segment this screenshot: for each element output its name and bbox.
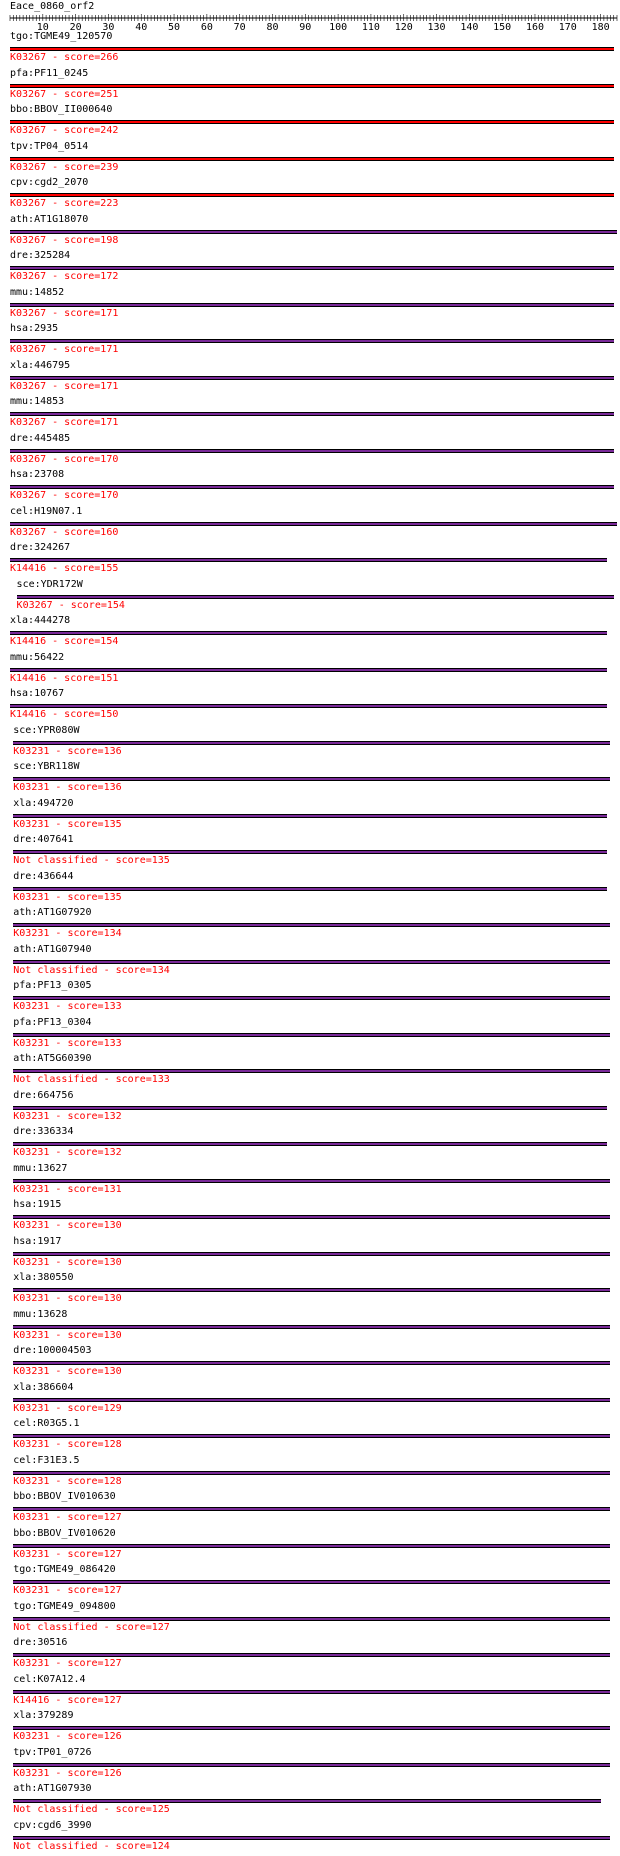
alignment-bar[interactable] <box>10 704 607 708</box>
hit-row[interactable] <box>0 1382 620 1418</box>
query-title: Eace_0860_orf2 <box>10 1 95 12</box>
hit-name-link[interactable]: tpv:TP01_0726 <box>13 1746 92 1758</box>
ruler-tick-label: 20 <box>69 22 82 32</box>
alignment-bar[interactable] <box>13 1544 610 1548</box>
ruler-tick-label: 170 <box>558 22 577 32</box>
alignment-bar[interactable] <box>13 960 610 964</box>
hit-name-link[interactable]: cpv:cgd6_3990 <box>13 1819 92 1831</box>
hit-name-link[interactable]: ath:AT1G07930 <box>13 1783 92 1794</box>
ko-score-label[interactable]: K03231 - score=127 <box>13 1548 122 1560</box>
ko-score-label[interactable]: K03231 - score=134 <box>13 928 122 939</box>
hit-name-link[interactable]: xla:386604 <box>13 1381 74 1393</box>
ko-score-label[interactable]: K03231 - score=132 <box>13 1147 122 1158</box>
ko-score-label[interactable]: K03267 - score=242 <box>10 125 119 136</box>
alignment-bar[interactable] <box>10 84 614 88</box>
hit-row[interactable] <box>0 944 620 980</box>
hit-name-link[interactable]: tgo:TGME49_120570 <box>10 31 113 42</box>
hit-name-link[interactable]: cel:H19N07.1 <box>10 505 83 517</box>
alignment-bar[interactable] <box>13 1142 607 1146</box>
hit-row[interactable] <box>0 1418 620 1454</box>
hit-row[interactable] <box>0 1491 620 1527</box>
alignment-bar[interactable] <box>10 376 614 380</box>
ruler-tick-label: 30 <box>102 22 115 32</box>
hit-row[interactable] <box>0 1236 620 1272</box>
hit-row[interactable] <box>0 141 620 177</box>
alignment-bar[interactable] <box>13 1215 610 1219</box>
alignment-bar[interactable] <box>10 266 614 270</box>
alignment-bar[interactable] <box>13 1690 610 1694</box>
alignment-bar[interactable] <box>13 1653 610 1657</box>
alignment-bar[interactable] <box>10 412 614 416</box>
hit-row[interactable] <box>0 1564 620 1600</box>
hit-row[interactable] <box>0 871 620 907</box>
hit-name-link[interactable]: mmu:14853 <box>10 396 65 407</box>
hit-name-link[interactable]: ath:AT5G60390 <box>13 1053 92 1064</box>
ko-score-label[interactable]: K03231 - score=127 <box>13 1658 122 1669</box>
hit-row[interactable] <box>0 1710 620 1746</box>
hit-name-link[interactable]: tpv:TP04_0514 <box>10 140 89 152</box>
alignment-bar[interactable] <box>13 1434 610 1438</box>
ko-score-label[interactable]: K03231 - score=128 <box>13 1439 122 1450</box>
hit-name-link[interactable]: tgo:TGME49_086420 <box>13 1564 116 1575</box>
alignment-bar[interactable] <box>10 558 607 562</box>
alignment-bar[interactable] <box>10 157 614 161</box>
hit-name-link[interactable]: cel:F31E3.5 <box>13 1454 80 1466</box>
hit-name-link[interactable]: pfa:PF13_0304 <box>13 1016 92 1028</box>
ko-score-label[interactable]: Not classified - score=124 <box>13 1840 170 1852</box>
hit-name-link[interactable]: xla:379289 <box>13 1710 74 1721</box>
hit-row[interactable] <box>0 579 620 615</box>
hit-name-link[interactable]: hsa:2935 <box>10 323 59 334</box>
ruler-tick-label: 50 <box>168 22 181 32</box>
hit-row[interactable] <box>0 250 620 286</box>
alignment-bar[interactable] <box>10 303 614 307</box>
hit-row[interactable] <box>0 1272 620 1308</box>
ko-score-label[interactable]: K03231 - score=126 <box>13 1731 122 1742</box>
ko-score-label[interactable]: K03231 - score=135 <box>13 891 122 903</box>
hit-row[interactable] <box>0 1637 620 1673</box>
alignment-bar[interactable] <box>13 1617 610 1621</box>
ko-score-label[interactable]: K03267 - score=171 <box>10 417 119 428</box>
ko-score-label[interactable]: K03267 - score=239 <box>10 161 119 173</box>
ko-score-label[interactable]: K14416 - score=155 <box>10 563 119 574</box>
alignment-bar[interactable] <box>13 1398 610 1402</box>
alignment-bar[interactable] <box>13 1179 610 1183</box>
ruler-tick-label: 150 <box>493 22 512 32</box>
ko-score-label[interactable]: K03267 - score=171 <box>10 307 119 319</box>
hit-name-link[interactable]: mmu:56422 <box>10 651 65 663</box>
hit-name-link[interactable]: sce:YDR172W <box>16 578 83 590</box>
hit-row[interactable] <box>0 31 620 67</box>
hit-row[interactable] <box>0 1053 620 1089</box>
hit-name-link[interactable]: xla:494720 <box>13 797 74 809</box>
hit-name-link[interactable]: dre:664756 <box>13 1089 74 1101</box>
hit-row[interactable] <box>0 1345 620 1381</box>
hit-row[interactable] <box>0 396 620 432</box>
hit-row[interactable] <box>0 177 620 213</box>
alignment-bar[interactable] <box>13 1106 607 1110</box>
alignment-bar[interactable] <box>10 120 614 124</box>
hit-name-link[interactable]: xla:380550 <box>13 1272 74 1283</box>
hit-name-link[interactable]: dre:325284 <box>10 250 71 261</box>
alignment-bar[interactable] <box>10 668 607 672</box>
hit-row[interactable] <box>0 323 620 359</box>
alignment-bar[interactable] <box>10 449 614 453</box>
ko-score-label[interactable]: K03267 - score=251 <box>10 88 119 100</box>
ruler-tick-label: 160 <box>525 22 545 32</box>
hit-name-link[interactable]: dre:336334 <box>13 1126 74 1137</box>
hit-name-link[interactable]: bbo:BBOV_IV010630 <box>13 1491 116 1502</box>
ko-score-label[interactable]: K03231 - score=130 <box>13 1220 122 1231</box>
alignment-bar[interactable] <box>10 230 617 234</box>
hit-row[interactable] <box>0 1528 620 1564</box>
hit-row[interactable] <box>0 68 620 104</box>
alignment-bar[interactable] <box>13 996 610 1000</box>
ruler-tick-label: 120 <box>394 22 413 32</box>
hit-name-link[interactable]: pfa:PF13_0305 <box>13 980 92 991</box>
hit-name-link[interactable]: sce:YPR080W <box>13 724 80 736</box>
ko-score-label[interactable]: K14416 - score=127 <box>13 1694 122 1706</box>
hit-row[interactable] <box>0 287 620 323</box>
hit-name-link[interactable]: hsa:10767 <box>10 688 65 699</box>
alignment-bar[interactable] <box>13 1763 610 1767</box>
ruler-tick-label: 10 <box>36 22 49 32</box>
alignment-bar[interactable] <box>13 923 610 927</box>
alignment-bar[interactable] <box>13 1361 610 1365</box>
hit-name-link[interactable]: dre:100004503 <box>13 1345 92 1356</box>
ko-score-label[interactable]: K03231 - score=131 <box>13 1183 122 1195</box>
hit-row[interactable] <box>0 1017 620 1053</box>
ko-score-label[interactable]: K03267 - score=170 <box>10 453 119 465</box>
hit-name-link[interactable]: cel:K07A12.4 <box>13 1673 86 1685</box>
hit-name-link[interactable]: hsa:1917 <box>13 1235 62 1247</box>
hit-row[interactable] <box>0 1674 620 1710</box>
ruler-tick-label: 90 <box>299 22 312 32</box>
hit-name-link[interactable]: ath:AT1G07940 <box>13 943 92 955</box>
hit-row[interactable] <box>0 688 620 724</box>
alignment-bar[interactable] <box>10 193 614 197</box>
hit-row[interactable] <box>0 214 620 250</box>
hit-name-link[interactable]: bbo:BBOV_II000640 <box>10 104 113 115</box>
ko-score-label[interactable]: K03267 - score=171 <box>10 380 119 392</box>
alignment-bar[interactable] <box>17 595 614 599</box>
hit-row[interactable] <box>0 834 620 870</box>
ko-score-label[interactable]: K03231 - score=130 <box>13 1256 122 1268</box>
alignment-bar[interactable] <box>13 1069 610 1073</box>
alignment-bar[interactable] <box>13 1033 610 1037</box>
hit-row[interactable] <box>0 1090 620 1126</box>
alignment-bar[interactable] <box>13 1252 610 1256</box>
hit-name-link[interactable]: dre:324267 <box>10 542 71 553</box>
ko-score-label[interactable]: Not classified - score=127 <box>13 1621 170 1633</box>
alignment-bar[interactable] <box>13 887 607 891</box>
hit-name-link[interactable]: ath:AT1G18070 <box>10 213 89 225</box>
hit-row[interactable] <box>0 1455 620 1491</box>
hit-row[interactable] <box>0 798 620 834</box>
alignment-bar[interactable] <box>13 1580 610 1584</box>
ko-score-label[interactable]: K03267 - score=266 <box>10 52 119 63</box>
ko-score-label[interactable]: Not classified - score=125 <box>13 1804 170 1815</box>
hit-row[interactable] <box>0 1601 620 1637</box>
ruler-tick-label: 180 <box>591 22 610 32</box>
ruler-tick-label: 140 <box>460 22 479 32</box>
hit-name-link[interactable]: sce:YBR118W <box>13 761 80 772</box>
hit-name-link[interactable]: tgo:TGME49_094800 <box>13 1600 116 1612</box>
ko-score-label[interactable]: K03267 - score=170 <box>10 490 119 501</box>
alignment-bar[interactable] <box>10 631 607 635</box>
hit-row[interactable] <box>0 980 620 1016</box>
alignment-bar[interactable] <box>13 1726 610 1730</box>
ko-score-label[interactable]: K03267 - score=172 <box>10 271 119 282</box>
alignment-bar[interactable] <box>13 814 607 818</box>
hit-row[interactable] <box>0 469 620 505</box>
hit-name-link[interactable]: cel:R03G5.1 <box>13 1418 80 1429</box>
ruler-tick-label: 130 <box>427 22 446 32</box>
hit-row[interactable] <box>0 1126 620 1162</box>
hit-row[interactable] <box>0 615 620 651</box>
ko-score-label[interactable]: K03231 - score=133 <box>13 1001 122 1012</box>
alignment-bar[interactable] <box>13 777 610 781</box>
hit-name-link[interactable]: mmu:13627 <box>13 1162 68 1174</box>
hit-row[interactable] <box>0 761 620 797</box>
ruler-tick-label: 60 <box>200 22 213 32</box>
alignment-bar[interactable] <box>13 1471 610 1475</box>
hit-row[interactable] <box>0 433 620 469</box>
ko-score-label[interactable]: K03231 - score=136 <box>13 782 122 793</box>
alignment-bar[interactable] <box>10 522 617 526</box>
ruler-tick-label: 70 <box>233 22 246 32</box>
alignment-bar[interactable] <box>13 850 607 854</box>
ko-score-label[interactable]: K14416 - score=151 <box>10 672 119 684</box>
ko-score-label[interactable]: K03231 - score=130 <box>13 1366 122 1377</box>
ko-score-label[interactable]: K03231 - score=130 <box>13 1293 122 1304</box>
ko-score-label[interactable]: K03231 - score=135 <box>13 818 122 830</box>
ko-score-label[interactable]: K03231 - score=136 <box>13 745 122 757</box>
alignment-bar[interactable] <box>10 339 614 343</box>
ko-score-label[interactable]: K03267 - score=198 <box>10 234 119 246</box>
ko-score-label[interactable]: K14416 - score=154 <box>10 636 119 647</box>
alignment-bar[interactable] <box>13 1325 610 1329</box>
alignment-bar[interactable] <box>13 1507 610 1511</box>
ko-score-label[interactable]: K03231 - score=128 <box>13 1475 122 1487</box>
hit-name-link[interactable]: pfa:PF11_0245 <box>10 67 89 79</box>
ko-score-label[interactable]: K03231 - score=127 <box>13 1512 122 1523</box>
ko-score-label[interactable]: K14416 - score=150 <box>10 709 119 720</box>
hit-name-link[interactable]: xla:444278 <box>10 615 71 626</box>
position-ruler <box>0 0 620 32</box>
ruler-tick-label: 110 <box>361 22 380 32</box>
hit-name-link[interactable]: xla:446795 <box>10 359 71 371</box>
ko-score-label[interactable]: K03267 - score=171 <box>10 344 119 355</box>
hit-row[interactable] <box>0 1820 620 1856</box>
hit-name-link[interactable]: ath:AT1G07920 <box>13 907 92 918</box>
ko-score-label[interactable]: Not classified - score=134 <box>13 964 170 976</box>
alignment-bar[interactable] <box>13 741 610 745</box>
ruler-tick-label: 40 <box>135 22 148 32</box>
hit-row[interactable] <box>0 1783 620 1819</box>
hit-name-link[interactable]: hsa:1915 <box>13 1199 62 1210</box>
hit-name-link[interactable]: cpv:cgd2_2070 <box>10 177 89 188</box>
ruler-tick-label: 80 <box>266 22 279 32</box>
ko-score-label[interactable]: K03231 - score=127 <box>13 1585 122 1596</box>
alignment-bar[interactable] <box>13 1799 600 1803</box>
alignment-bar[interactable] <box>13 1836 610 1840</box>
ko-score-label[interactable]: K03231 - score=129 <box>13 1402 122 1414</box>
ko-score-label[interactable]: Not classified - score=133 <box>13 1074 170 1085</box>
hit-row[interactable] <box>0 725 620 761</box>
hit-name-link[interactable]: dre:407641 <box>13 834 74 845</box>
ko-score-label[interactable]: K03231 - score=130 <box>13 1329 122 1341</box>
ko-score-label[interactable]: K03267 - score=160 <box>10 526 119 538</box>
ko-score-label[interactable]: K03231 - score=133 <box>13 1037 122 1049</box>
hit-row[interactable] <box>0 1309 620 1345</box>
hit-row[interactable] <box>0 104 620 140</box>
hit-row[interactable] <box>0 1747 620 1783</box>
hit-name-link[interactable]: hsa:23708 <box>10 469 65 480</box>
ko-score-label[interactable]: Not classified - score=135 <box>13 855 170 866</box>
alignment-bar[interactable] <box>10 485 614 489</box>
hit-row[interactable] <box>0 652 620 688</box>
hit-name-link[interactable]: dre:445485 <box>10 432 71 444</box>
hit-row[interactable] <box>0 360 620 396</box>
hit-row[interactable] <box>0 1199 620 1235</box>
ko-score-label[interactable]: K03231 - score=132 <box>13 1110 122 1122</box>
hit-name-link[interactable]: bbo:BBOV_IV010620 <box>13 1527 116 1539</box>
alignment-bar[interactable] <box>13 1288 610 1292</box>
hit-name-link[interactable]: mmu:13628 <box>13 1308 68 1320</box>
hit-name-link[interactable]: mmu:14852 <box>10 286 65 298</box>
ko-score-label[interactable]: K03267 - score=223 <box>10 198 119 209</box>
hit-row[interactable] <box>0 506 620 542</box>
hit-name-link[interactable]: dre:436644 <box>13 870 74 882</box>
hit-row[interactable] <box>0 907 620 943</box>
hit-row[interactable] <box>0 542 620 578</box>
ko-score-label[interactable]: K03267 - score=154 <box>16 599 125 611</box>
hit-row[interactable] <box>0 1163 620 1199</box>
alignment-bar[interactable] <box>10 47 614 51</box>
ko-score-label[interactable]: K03231 - score=126 <box>13 1767 122 1779</box>
hit-name-link[interactable]: dre:30516 <box>13 1637 68 1648</box>
ruler-tick-label: 100 <box>329 22 348 32</box>
